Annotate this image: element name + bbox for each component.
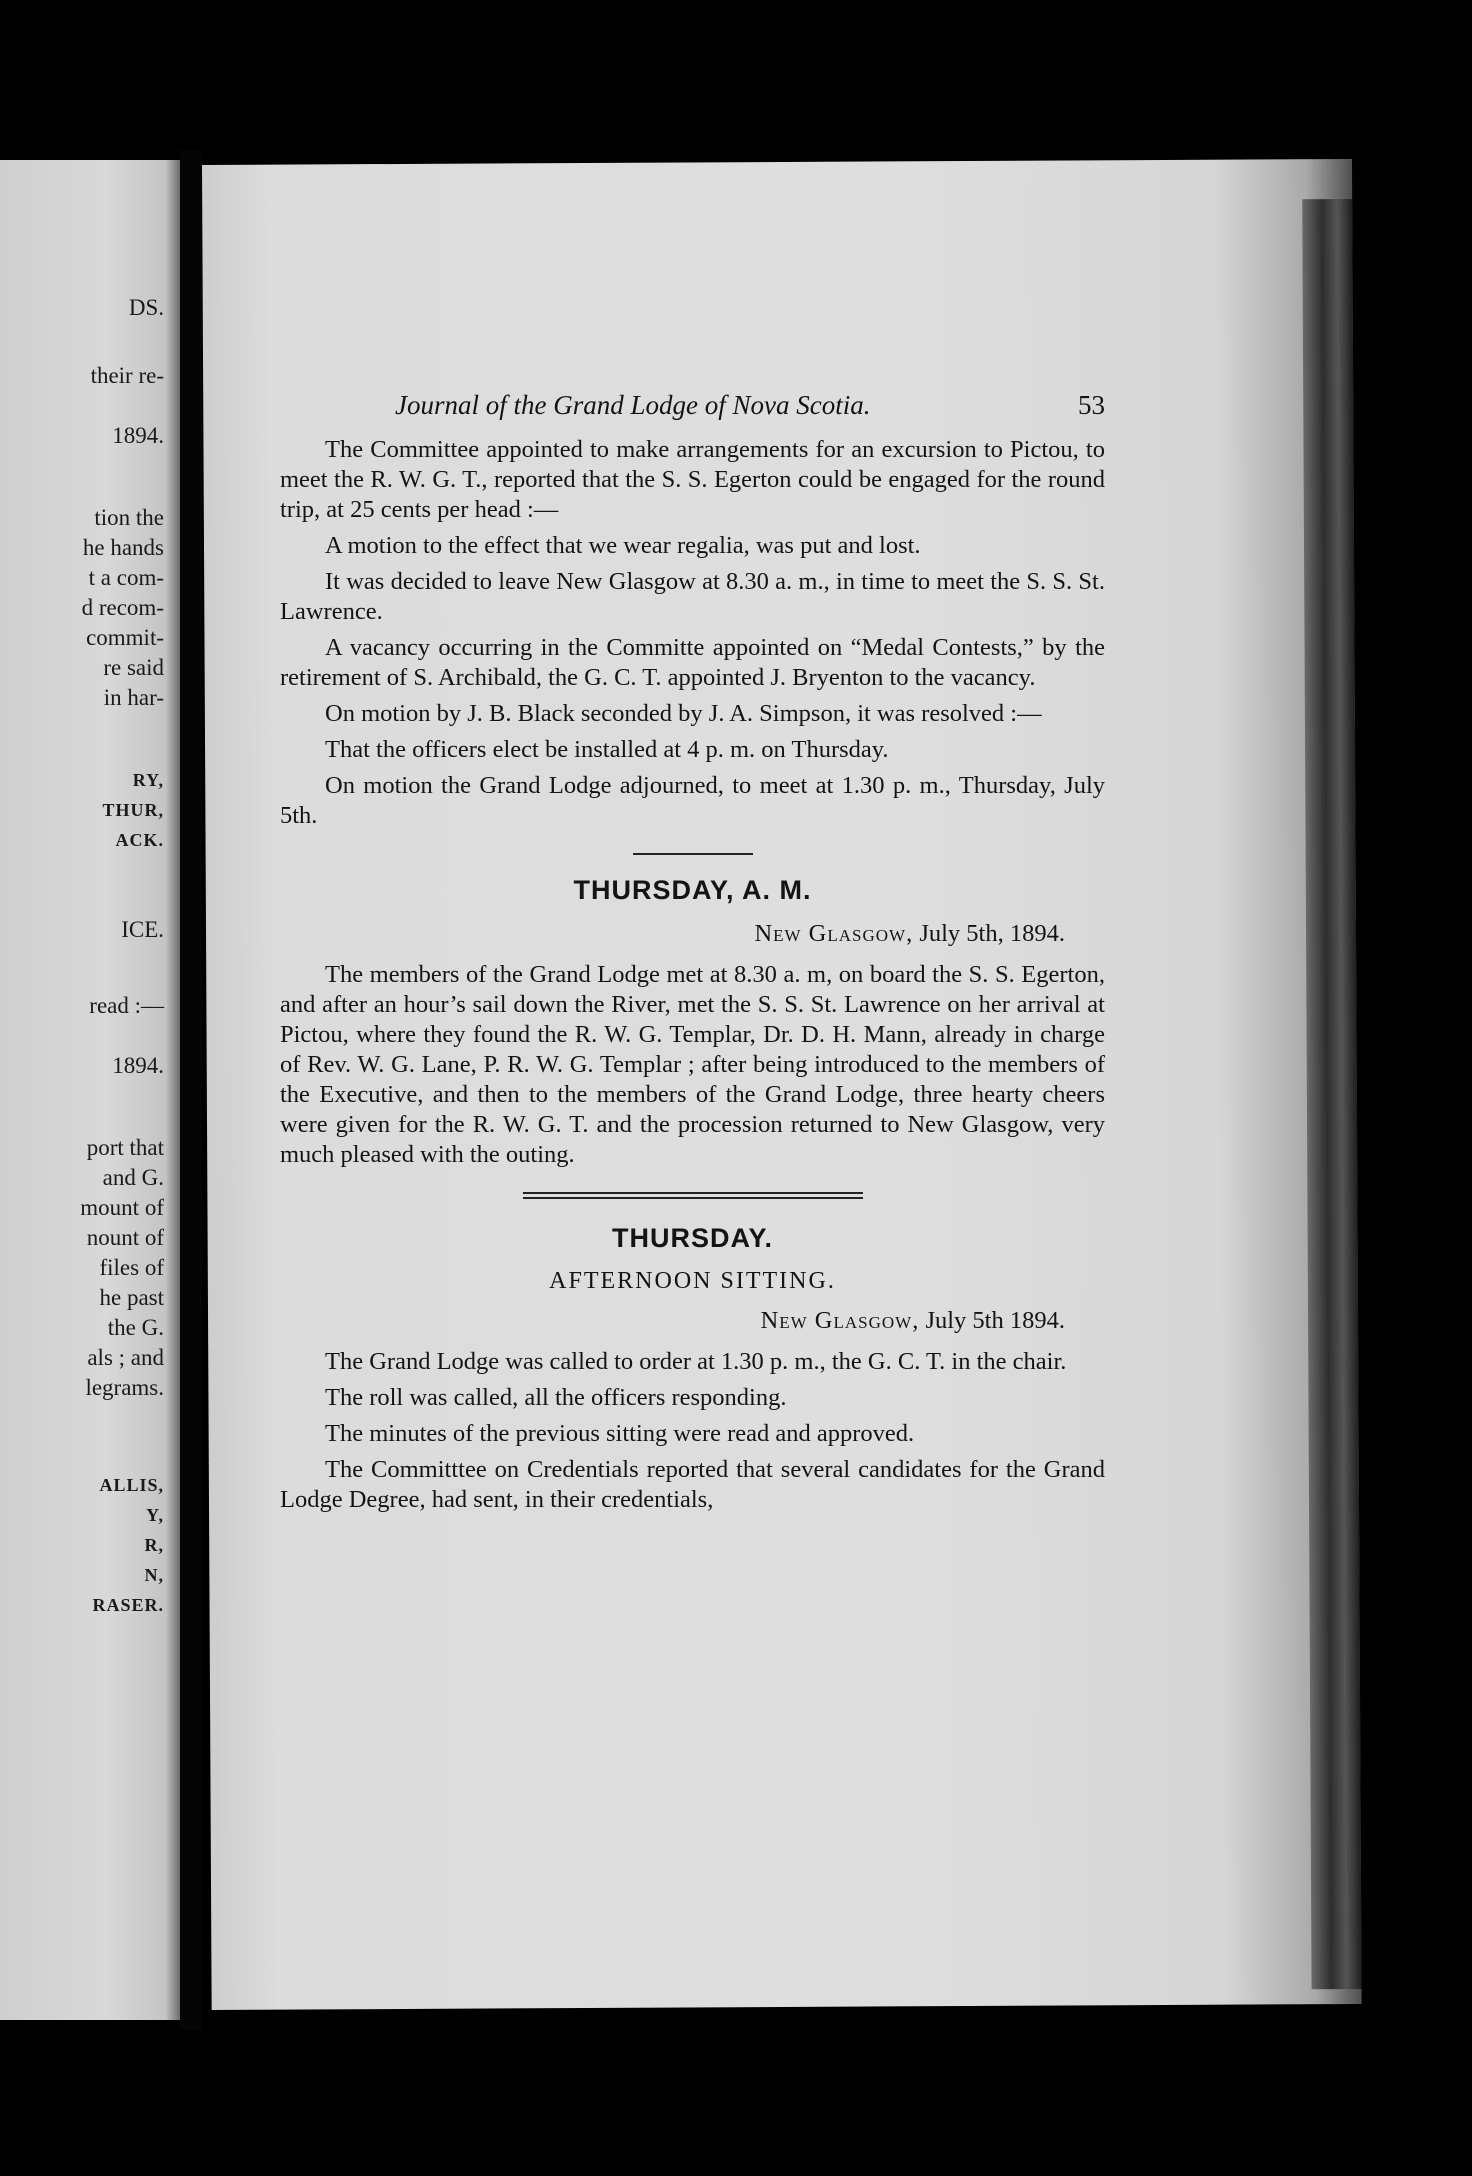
left-page-text-fragment: THUR,	[102, 800, 164, 820]
left-page-fragment	[0, 160, 180, 2020]
heading-afternoon-sitting: AFTERNOON SITTING.	[549, 1268, 836, 1294]
dateline-morning	[280, 920, 1105, 948]
left-page-text-fragment: he past	[99, 1285, 164, 1310]
left-page-text-fragment: port that	[86, 1135, 164, 1160]
paragraph-excursion-report: The members of the Grand Lodge met at 8.30 a. m, on board the S. S. Egerton, and after an hour’s sail down the River, met the S. S. St. Lawrence on her arrival at Pictou, where they found the R. W. G. Templar, Dr. D. H. Mann, already in charge of Rev. W. G. Lane, P. R. W. G. Templar ; after being introduced to the members of the Executive, and then to the members of the Grand Lodge, three hearty cheers were given for the R. W. G. T. and the procession returned to New Glasgow, very much pleased with the outing.	[280, 961, 1105, 1168]
left-page-text-fragment: t a com-	[88, 565, 164, 590]
left-page-text-fragment: als ; and	[87, 1345, 164, 1370]
page-number: 53	[1078, 390, 1105, 420]
double-rule	[523, 1192, 863, 1199]
left-page-text-fragment: DS.	[128, 295, 164, 320]
heading-thursday-am: THURSDAY, A. M.	[573, 875, 812, 905]
left-page-text-fragment: in har-	[103, 685, 164, 710]
dateline-date: July 5th 1894.	[925, 1307, 1065, 1334]
left-page-text-fragment: RY,	[132, 770, 164, 790]
left-page-text-fragment: ICE.	[121, 917, 164, 942]
section-rule	[633, 853, 753, 855]
left-page-text-fragment: ALLIS,	[99, 1475, 164, 1495]
left-page-text-fragment: ACK.	[115, 830, 164, 850]
paragraph-called-to-order: The Grand Lodge was called to order at 1.30 p. m., the G. C. T. in the chair.	[325, 1348, 1067, 1375]
left-page-text-fragment: 1894.	[112, 423, 164, 448]
heading-thursday: THURSDAY.	[611, 1223, 774, 1253]
book-gutter	[180, 150, 202, 2030]
left-page-text-fragment: files of	[99, 1255, 164, 1280]
left-page-text-fragment: and G.	[102, 1165, 164, 1190]
left-page-text-fragment: 1894.	[112, 1053, 164, 1078]
dateline-afternoon	[280, 1307, 1105, 1335]
page-content	[280, 390, 1105, 1521]
dateline-date: July 5th, 1894.	[919, 920, 1065, 947]
left-page-text-fragment: R,	[144, 1535, 164, 1555]
paragraph-vacancy: A vacancy occurring in the Committe appointed on “Medal Contests,” by the retirement of S. Archibald, the G. C. T. appointed J. Bryenton to the vacancy.	[280, 634, 1105, 691]
left-page-text-fragment: nount of	[86, 1225, 164, 1250]
page-edge-shadow	[1302, 199, 1361, 1989]
paragraph-credentials: The Committtee on Credentials reported that several candidates for the Grand Lodge Degree, had sent, in their credentials,	[280, 1456, 1105, 1513]
left-page-text-fragment: their re-	[90, 363, 164, 388]
left-page-text-fragment: mount of	[80, 1195, 164, 1220]
left-page-text-fragment: RASER.	[92, 1595, 164, 1615]
paragraph-roll-call: The roll was called, all the officers responding.	[325, 1384, 787, 1411]
running-title: Journal of the Grand Lodge of Nova Scotia.	[395, 390, 871, 420]
left-page-text-fragment: read :—	[89, 993, 164, 1018]
left-page-text-fragment: Y,	[146, 1505, 164, 1525]
left-page-text-fragment: re said	[103, 655, 164, 680]
running-head	[395, 390, 1105, 421]
paragraph-excursion: The Committee appointed to make arrangements for an excursion to Pictou, to meet the R. W. G. T., reported that the S. S. Egerton could be engaged for the round trip, at 25 cents per head :—	[280, 436, 1105, 523]
paragraph-minutes: The minutes of the previous sitting were read and approved.	[325, 1420, 915, 1447]
left-page-text-fragment: d recom-	[81, 595, 164, 620]
left-page-text-fragment: legrams.	[85, 1375, 164, 1400]
left-page-text-fragment: commit-	[86, 625, 164, 650]
dateline-place: New Glasgow,	[754, 920, 914, 947]
left-page-text-fragment: N,	[144, 1565, 164, 1585]
paragraph-adjourn: On motion the Grand Lodge adjourned, to meet at 1.30 p. m., Thursday, July 5th.	[280, 772, 1105, 829]
dateline-place: New Glasgow,	[760, 1307, 920, 1334]
paragraph-departure: It was decided to leave New Glasgow at 8.30 a. m., in time to meet the S. S. St. Lawrence.	[280, 568, 1105, 625]
paragraph-resolution: That the officers elect be installed at 4 p. m. on Thursday.	[325, 736, 889, 763]
left-page-text-fragment: tion the	[94, 505, 164, 530]
left-page-text-fragment: he hands	[82, 535, 164, 560]
left-page-text-fragment: the G.	[107, 1315, 164, 1340]
paragraph-motion: On motion by J. B. Black seconded by J. A. Simpson, it was resolved :—	[325, 700, 1042, 727]
paragraph-regalia: A motion to the effect that we wear regalia, was put and lost.	[325, 532, 921, 559]
